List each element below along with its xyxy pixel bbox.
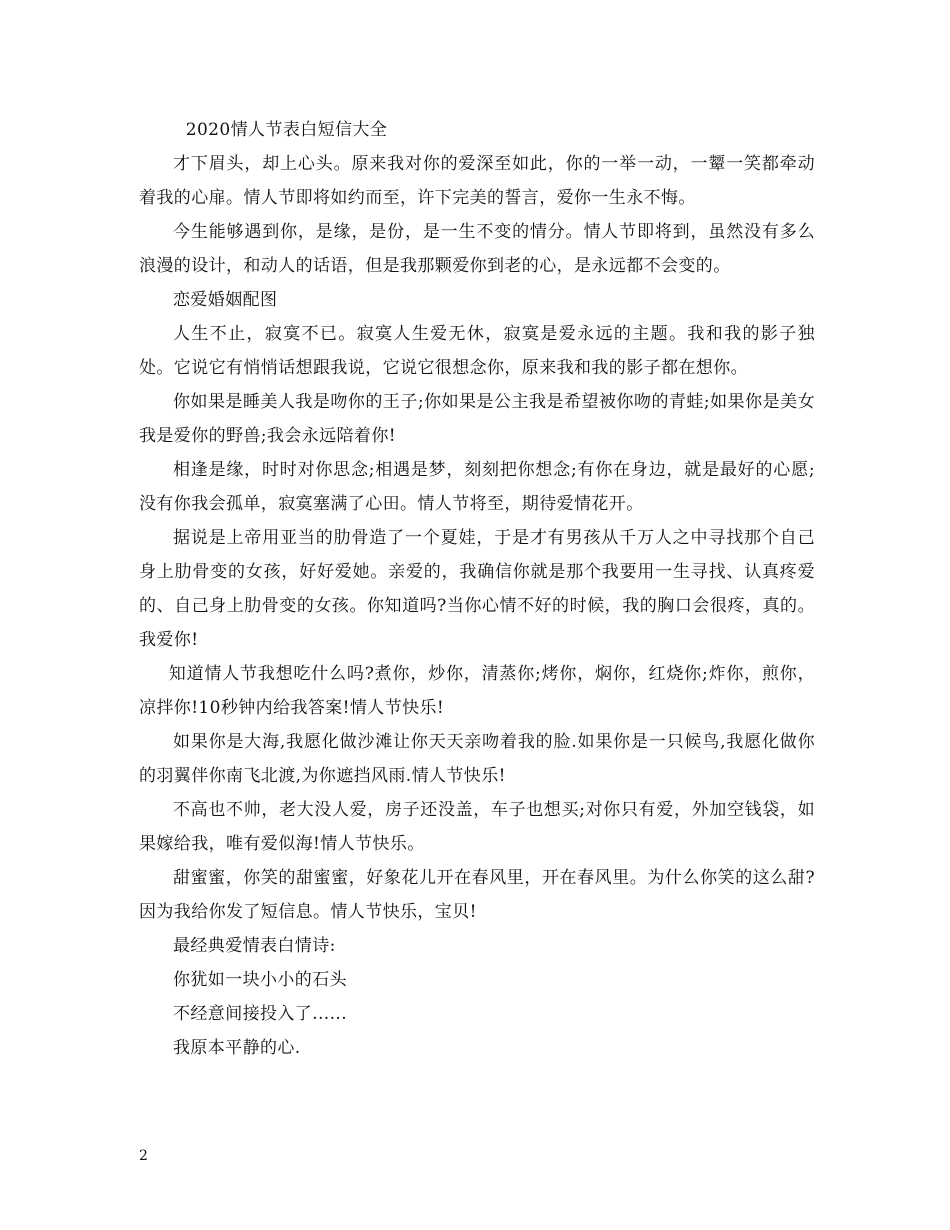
poem-line-3: 我原本平静的心. (173, 1038, 301, 1058)
paragraph-7: 知道情人节我想吃什么吗?煮你，炒你，清蒸你;烤你，焖你，红烧你;炸你，煎你，凉拌你!10秒钟内给我答案!情人节快乐! (139, 664, 815, 718)
image-caption: 恋爱婚姻配图 (173, 290, 278, 310)
paragraph-10: 甜蜜蜜，你笑的甜蜜蜜，好象花儿开在春风里，开在春风里。为什么你笑的这么甜?因为我给你发了短信息。情人节快乐，宝贝! (139, 868, 815, 922)
document-body (139, 113, 815, 1065)
paragraph-8: 如果你是大海,我愿化做沙滩让你天天亲吻着我的脸.如果你是一只候鸟,我愿化做你的羽翼伴你南飞北渡,为你遮挡风雨.情人节快乐! (139, 732, 815, 786)
document-title: 2020情人节表白短信大全 (185, 120, 388, 140)
paragraph-2: 今生能够遇到你，是缘，是份，是一生不变的情分。情人节即将到，虽然没有多么浪漫的设计，和动人的话语，但是我那颗爱你到老的心，是永远都不会变的。 (139, 222, 815, 276)
paragraph-9: 不高也不帅，老大没人爱，房子还没盖，车子也想买;对你只有爱，外加空钱袋，如果嫁给我，唯有爱似海!情人节快乐。 (139, 800, 815, 854)
paragraph-5: 相逢是缘，时时对你思念;相遇是梦，刻刻把你想念;有你在身边，就是最好的心愿;没有你我会孤单，寂寞塞满了心田。情人节将至，期待爱情花开。 (139, 460, 815, 514)
page-number: 2 (139, 1148, 148, 1164)
paragraph-4: 你如果是睡美人我是吻你的王子;你如果是公主我是希望被你吻的青蛙;如果你是美女我是爱你的野兽;我会永远陪着你! (139, 392, 815, 446)
poem-line-1: 你犹如一块小小的石头 (173, 970, 347, 990)
poem-heading: 最经典爱情表白情诗: (173, 936, 336, 956)
poem-line-2: 不经意间接投入了...... (173, 1004, 348, 1024)
paragraph-1: 才下眉头，却上心头。原来我对你的爱深至如此，你的一举一动，一颦一笑都牵动着我的心扉。情人节即将如约而至，许下完美的誓言，爱你一生永不悔。 (139, 154, 815, 208)
paragraph-6: 据说是上帝用亚当的肋骨造了一个夏娃，于是才有男孩从千万人之中寻找那个自己身上肋骨变的女孩，好好爱她。亲爱的，我确信你就是那个我要用一生寻找、认真疼爱的、自己身上肋骨变的女孩。你知道吗?当你心情不好的时候，我的胸口会很疼，真的。我爱你! (139, 528, 815, 650)
paragraph-3: 人生不止，寂寞不已。寂寞人生爱无休，寂寞是爱永远的主题。我和我的影子独处。它说它有悄悄话想跟我说，它说它很想念你，原来我和我的影子都在想你。 (139, 324, 815, 378)
